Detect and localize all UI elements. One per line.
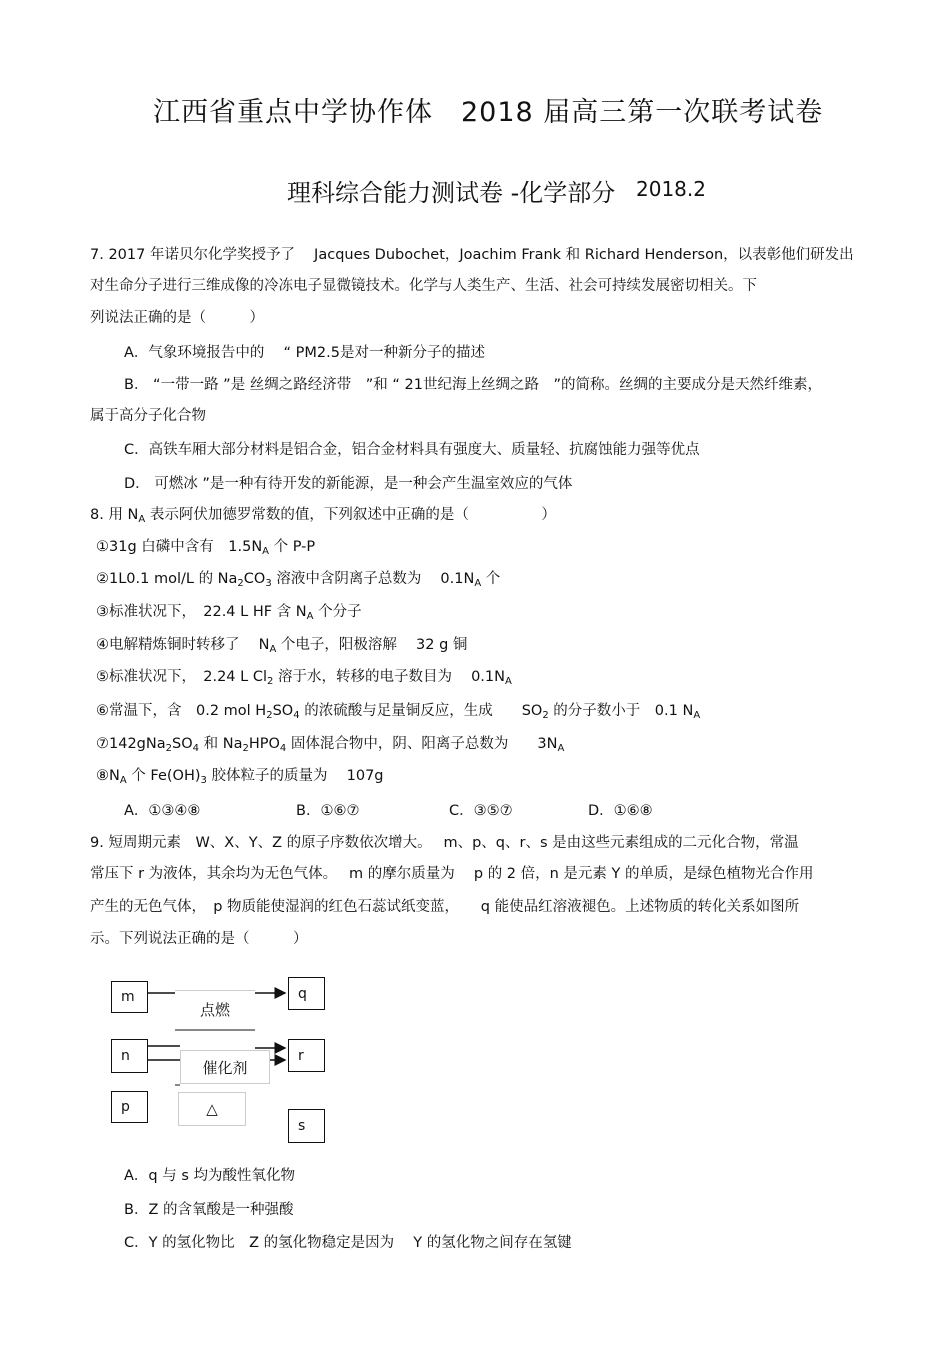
q8-option-c: C．③⑤⑦ — [449, 803, 513, 819]
box-s: s — [288, 1109, 325, 1143]
q9-option-b: B．Z 的含氧酸是一种强酸 — [124, 1202, 294, 1218]
q9-option-c: C．Y 的氢化物比 Z 的氢化物稳定是因为 Y 的氢化物之间存在氢键 — [124, 1235, 572, 1251]
q7-option-b: B． “一带一路 ”是 丝绸之路经济带 ”和 “ 21世纪海上丝绸之路 ”的简称。丝绸的主要成分是天然纤维素， — [124, 377, 822, 393]
q8-option-b: B．①⑥⑦ — [296, 803, 360, 819]
label-catalyst: 催化剂 — [180, 1050, 270, 1084]
q8-option-d: D．①⑥⑧ — [588, 803, 653, 819]
exam-date: 2018.2 — [636, 177, 706, 201]
q9-line2: 常压下 r 为液体，其余均为无色气体。 m 的摩尔质量为 p 的 2 倍，n 是元素 Y 的单质，是绿色植物光合作用 — [90, 866, 814, 882]
box-r: r — [288, 1039, 325, 1072]
q8-item-7: $⑦142gNa_2SO_4$ 和 $Na_2HPO_4$ 固体混合物中，阴、阳离子总数为 $3N_A$ — [96, 736, 565, 754]
q7-option-a: A．气象环境报告中的 “ PM2.5是对一种新分子的描述 — [124, 345, 485, 361]
q8-item-6: ⑥常温下，含 0.2 mol $H_2SO_4$ 的浓硫酸与足量铜反应，生成 $SO_2$ 的分子数小于 0.1 $N_A$ — [96, 703, 701, 721]
box-n: n — [111, 1039, 148, 1073]
q7-option-d: D． 可燃冰 ”是一种有待开发的新能源，是一种会产生温室效应的气体 — [124, 476, 573, 492]
label-ignite: 点燃 — [175, 990, 255, 1028]
q7-line3: 列说法正确的是（ ） — [90, 310, 264, 326]
q7-line1: 7. 2017 年诺贝尔化学奖授予了 Jacques Dubochet，Joachim Frank 和 Richard Henderson，以表彰他们研发出 — [90, 247, 854, 263]
q8-item-4: ④电解精炼铜时转移了 $N_A$ 个电子，阳极溶解 32 g 铜 — [96, 637, 468, 655]
reaction-diagram — [100, 960, 340, 1150]
q9-line3: 产生的无色气体， p 物质能使湿润的红色石蕊试纸变蓝， q 能使品红溶液褪色。上述物质的转化关系如图所 — [90, 899, 800, 915]
label-heat: △ — [178, 1092, 246, 1126]
q8-item-5: ⑤标准状况下， 2.24 L $Cl_2$ 溶于水，转移的电子数目为 $0.1N_A$ — [96, 669, 512, 687]
q8-option-a: A．①③④⑧ — [124, 803, 201, 819]
q8-stem: 8. 用 $N_A$ 表示阿伏加德罗常数的值，下列叙述中正确的是（ ） — [90, 507, 556, 525]
exam-title: 江西省重点中学协作体 2018 届高三第一次联考试卷 — [153, 97, 824, 128]
q9-line4: 示。下列说法正确的是（ ） — [90, 931, 308, 947]
box-p: p — [111, 1091, 148, 1123]
q9-option-a: A．q 与 s 均为酸性氧化物 — [124, 1168, 296, 1184]
box-q: q — [288, 977, 325, 1010]
q8-item-3: ③标准状况下， 22.4 L HF 含 $N_A$ 个分子 — [96, 604, 362, 622]
q8-item-2: ②1L0.1 mol/L 的 $Na_2CO_3$ 溶液中含阴离子总数为 $0.1N_A$ 个 — [96, 571, 501, 589]
q7-option-b-cont: 属于高分子化合物 — [90, 408, 206, 424]
q8-item-8: $⑧N_A$ 个 $Fe(OH)_3$ 胶体粒子的质量为 107g — [96, 768, 384, 786]
q8-item-1: ①31g 白磷中含有 $1.5N_A$ 个 P-P — [96, 539, 316, 557]
exam-subtitle: 理科综合能力测试卷 -化学部分 — [287, 179, 616, 207]
box-m: m — [111, 981, 148, 1013]
q7-option-c: C．高铁车厢大部分材料是铝合金，铝合金材料具有强度大、质量轻、抗腐蚀能力强等优点 — [124, 442, 700, 458]
q9-line1: 9. 短周期元素 W、X、Y、Z 的原子序数依次增大。 m、p、q、r、s 是由这些元素组成的二元化合物，常温 — [90, 835, 799, 851]
q7-line2: 对生命分子进行三维成像的冷冻电子显微镜技术。化学与人类生产、生活、社会可持续发展密切相关。下 — [90, 278, 757, 294]
